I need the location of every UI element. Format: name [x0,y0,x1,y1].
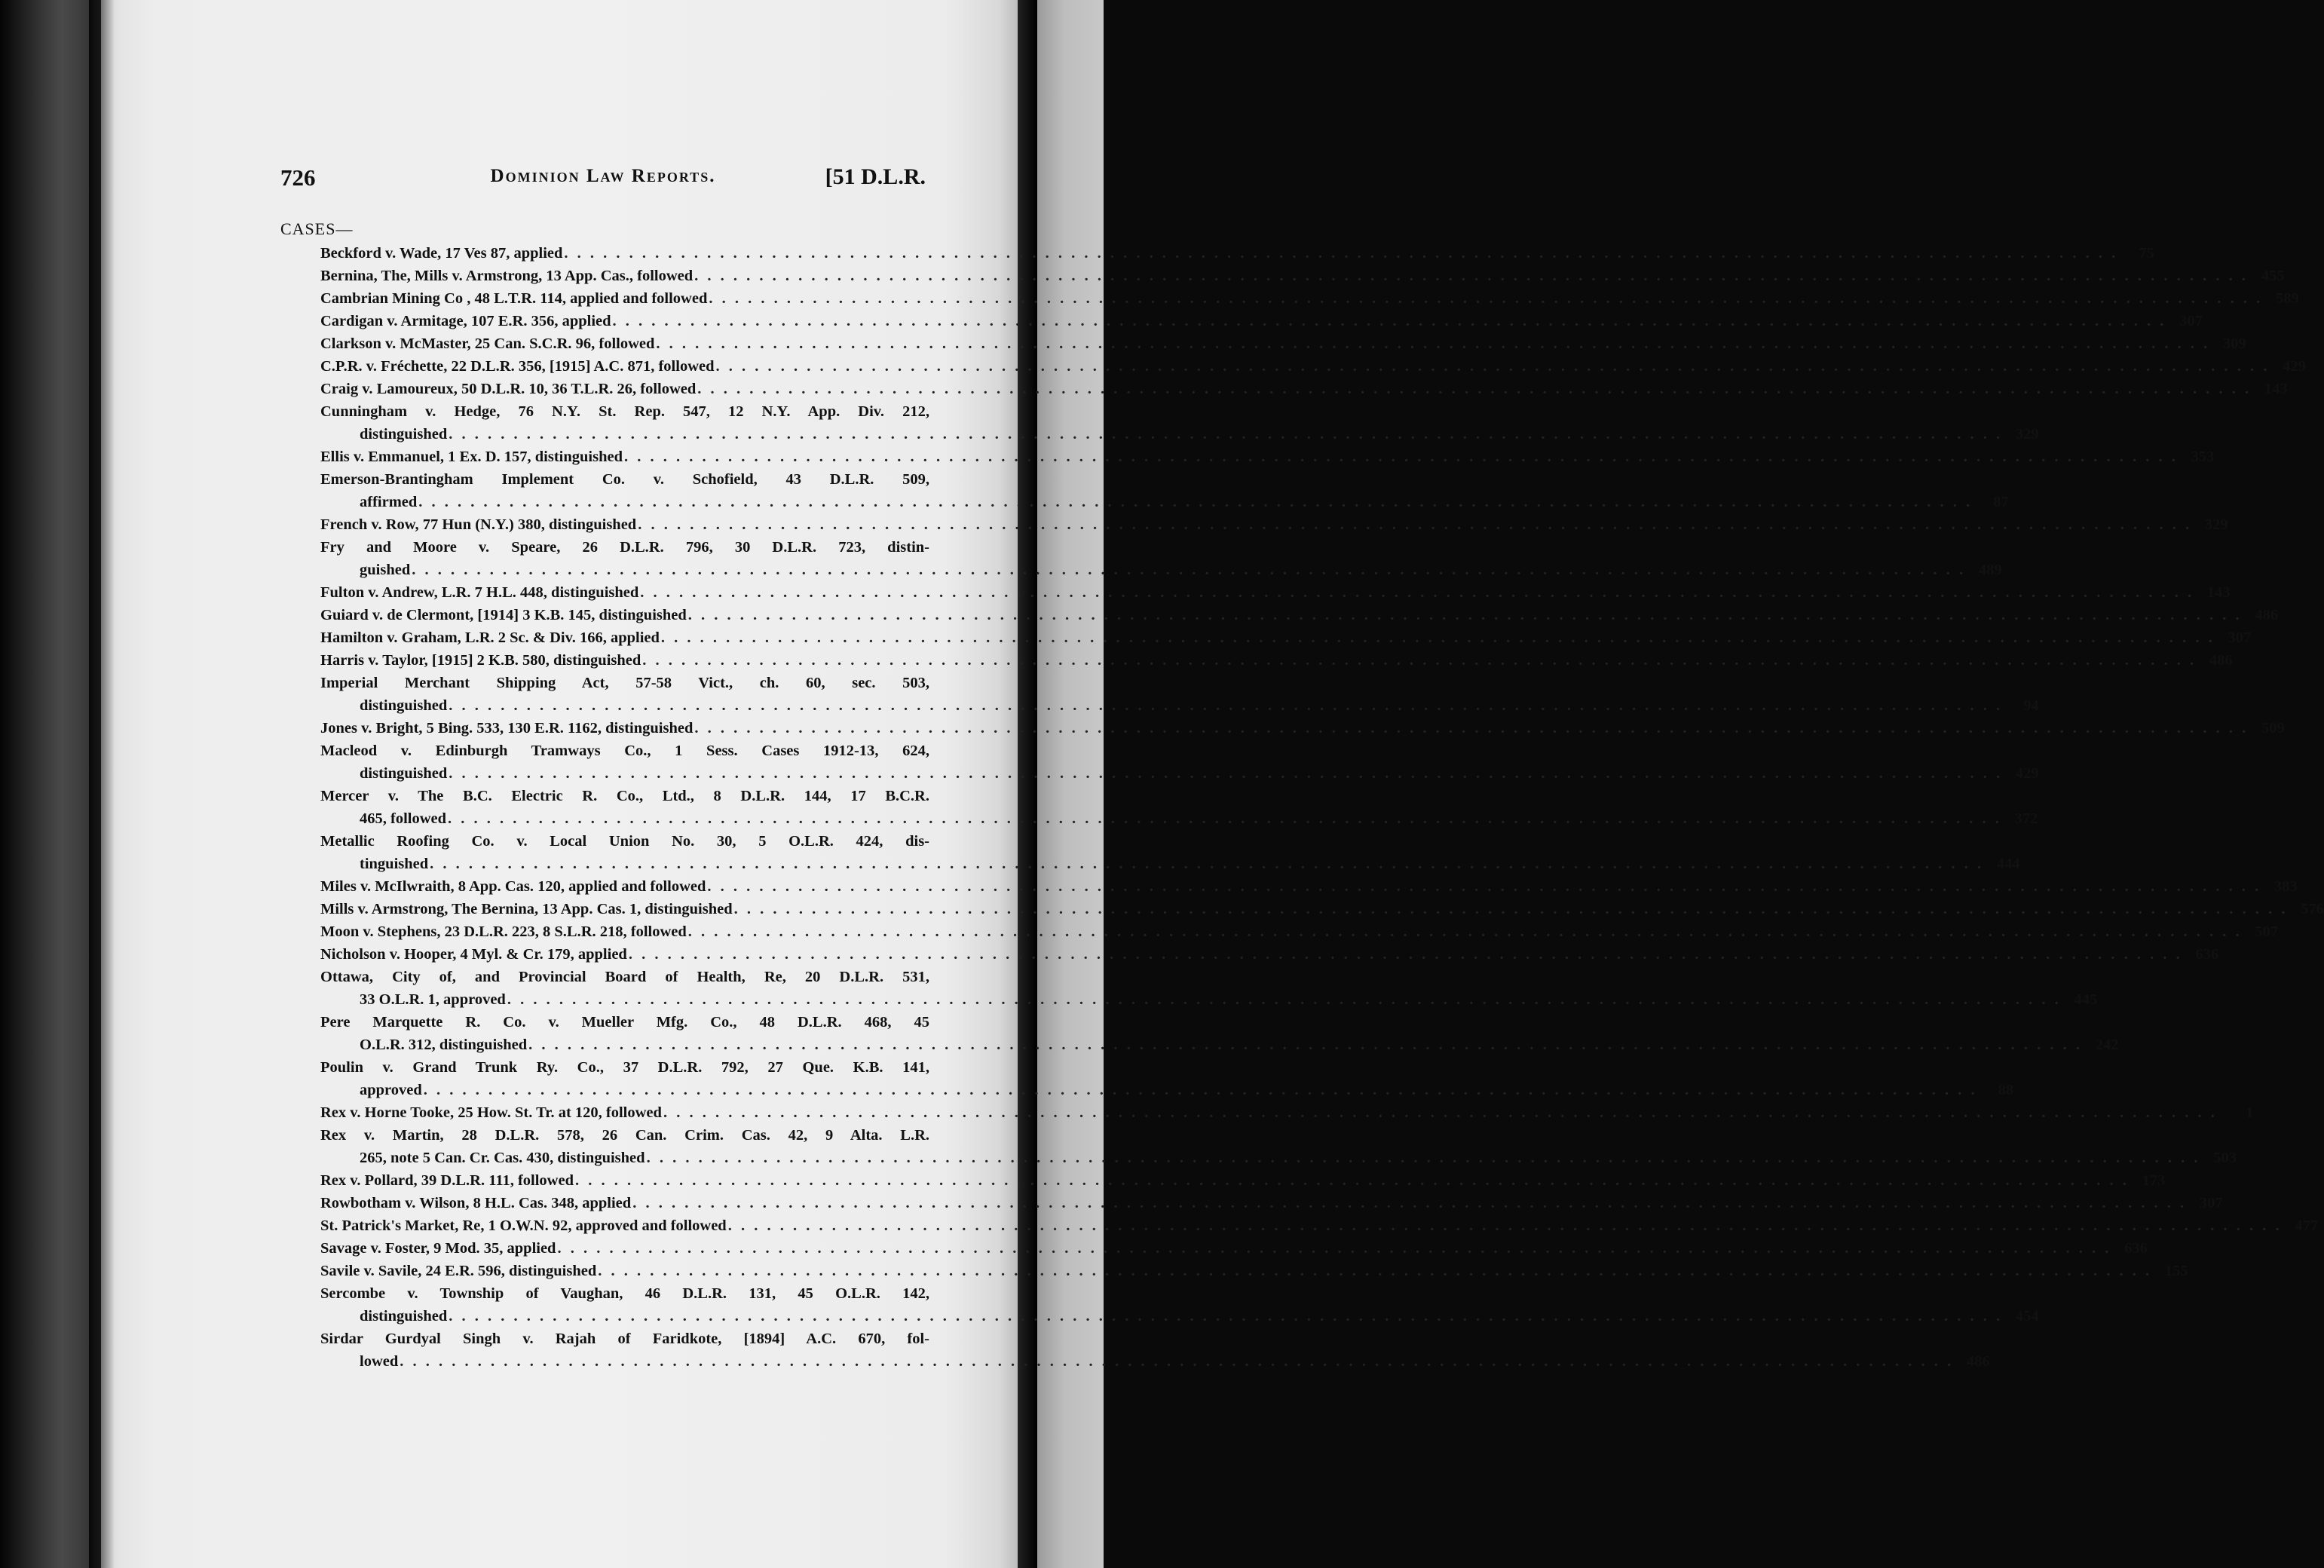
case-page-reference: 143 [2206,584,2231,601]
case-entry [320,468,2009,513]
dot-leader: . . . . . . . . . . . . . . . . . . . . . . . . . . . . . . . . . . . . . . . . . . . . . . . . . . . . . . . . . . . . . . . . . . . . . . . . . . . . . . . . . . . . . . . . . . . . . . . . . . . . . . . . . . . . . . . . . . . . . . . . [640,584,2194,601]
case-entry-final-line [320,920,2279,943]
case-entry [320,513,2228,536]
dot-leader: . . . . . . . . . . . . . . . . . . . . . . . . . . . . . . . . . . . . . . . . . . . . . . . . . . . . . . . . . . . . . . . . . . . . . . . . . . . . . . . . . . . . . . . . . . . . . . . . . . . . . . . . . . . . . . . . . . . . . . . . [449,697,2003,714]
case-entry-final-line [320,1147,2237,1169]
dot-leader: . . . . . . . . . . . . . . . . . . . . . . . . . . . . . . . . . . . . . . . . . . . . . . . . . . . . . . . . . . . . . . . . . . . . . . . . . . . . . . . . . . . . . . . . . . . . . . . . . . . . . . . . . . . . . . . . . . . . . . . . [449,1308,2003,1325]
case-entry [320,1328,1990,1373]
case-entry-final-line [320,1034,2119,1056]
case-citation-text: distinguished [360,765,448,782]
case-entry [320,1124,2237,1169]
case-page-reference: 329 [2015,426,2039,443]
case-entry-final-line [320,1237,2148,1260]
case-page-reference: 1 [2246,1104,2254,1121]
case-page-reference: 75 [2139,245,2154,262]
case-entry-line: Poulin v. Grand Trunk Ry. Co., 37 D.L.R. 792, 27 Que. K.B. 141, [320,1059,929,1076]
case-entry [320,581,2231,604]
case-citation-text: 465, followed [360,810,447,827]
case-entry-final-line [320,1101,2254,1124]
case-citation-text: French v. Row, 77 Hun (N.Y.) 380, distinguished [320,516,637,533]
case-entry-line: Cunningham v. Hedge, 76 N.Y. St. Rep. 547, 12 N.Y. App. Div. 212, [320,403,929,420]
page-number: 726 [280,164,316,191]
case-page-reference: 307 [2199,1195,2223,1211]
case-entry-line: Macleod v. Edinburgh Tramways Co., 1 Sess. Cases 1912-13, 624, [320,743,929,759]
case-page-reference: 307 [2228,629,2252,646]
case-entry-final-line [320,604,2279,626]
case-entry-final-line [320,287,2299,310]
case-entry [320,875,2298,898]
case-page-reference: 489 [1978,562,2002,578]
case-page-reference: 143 [2264,381,2288,397]
dot-leader: . . . . . . . . . . . . . . . . . . . . . . . . . . . . . . . . . . . . . . . . . . . . . . . . . . . . . . . . . . . . . . . . . . . . . . . . . . . . . . . . . . . . . . . . . . . . . . . . . . . . . . . . . . . . . . . . . . . . . . . . [646,1150,2200,1166]
case-citation-text: Cambrian Mining Co , 48 L.T.R. 114, applied and followed [320,290,708,307]
case-entry [320,287,2299,310]
dot-leader: . . . . . . . . . . . . . . . . . . . . . . . . . . . . . . . . . . . . . . . . . . . . . . . . . . . . . . . . . . . . . . . . . . . . . . . . . . . . . . . . . . . . . . . . . . . . . . . . . . . . . . . . . . . . . . . . . . . . . . . . [423,1082,1978,1098]
case-entry-final-line [320,717,2285,740]
dot-leader: . . . . . . . . . . . . . . . . . . . . . . . . . . . . . . . . . . . . . . . . . . . . . . . . . . . . . . . . . . . . . . . . . . . . . . . . . . . . . . . . . . . . . . . . . . . . . . . . . . . . . . . . . . . . . . . . . . . . . . . . [623,449,2179,465]
case-entry-final-line [320,694,2039,717]
dot-leader: . . . . . . . . . . . . . . . . . . . . . . . . . . . . . . . . . . . . . . . . . . . . . . . . . . . . . . . . . . . . . . . . . . . . . . . . . . . . . . . . . . . . . . . . . . . . . . . . . . . . . . . . . . . . . . . . . . . . . . . . [412,562,1966,578]
case-page-reference: 429 [2283,358,2306,375]
case-citation-text: Savile v. Savile, 24 E.R. 596, distinguished [320,1263,597,1279]
case-entry [320,1214,2319,1237]
dot-leader: . . . . . . . . . . . . . . . . . . . . . . . . . . . . . . . . . . . . . . . . . . . . . . . . . . . . . . . . . . . . . . . . . . . . . . . . . . . . . . . . . . . . . . . . . . . . . . . . . . . . . . . . . . . . . . . . . . . . . . . . [656,335,2210,352]
case-page-reference: 173 [2142,1172,2166,1189]
dot-leader: . . . . . . . . . . . . . . . . . . . . . . . . . . . . . . . . . . . . . . . . . . . . . . . . . . . . . . . . . . . . . . . . . . . . . . . . . . . . . . . . . . . . . . . . . . . . . . . . . . . . . . . . . . . . . . . . . . . . . . . . [663,1104,2218,1121]
section-heading: CASES— [280,219,354,238]
case-citation-text: Mills v. Armstrong, The Bernina, 13 App. Cas. 1, distinguished [320,901,733,917]
case-entry-final-line [320,1079,2014,1101]
case-entry [320,1282,2039,1328]
dot-leader: . . . . . . . . . . . . . . . . . . . . . . . . . . . . . . . . . . . . . . . . . . . . . . . . . . . . . . . . . . . . . . . . . . . . . . . . . . . . . . . . . . . . . . . . . . . . . . . . . . . . . . . . . . . . . . . . . . . . . . . . [564,245,2118,262]
case-page-reference: 503 [2213,1150,2237,1166]
case-page-reference: 477 [2295,1217,2319,1234]
case-entry [320,1237,2148,1260]
case-entry-final-line [320,242,2154,265]
case-entry [320,536,2002,581]
case-citation-text: St. Patrick's Market, Re, 1 O.W.N. 92, approved and followed [320,1217,727,1234]
dot-leader: . . . . . . . . . . . . . . . . . . . . . . . . . . . . . . . . . . . . . . . . . . . . . . . . . . . . . . . . . . . . . . . . . . . . . . . . . . . . . . . . . . . . . . . . . . . . . . . . . . . . . . . . . . . . . . . . . . . . . . . . [632,1195,2187,1211]
case-entry [320,920,2279,943]
case-page-reference: 88 [1998,1082,2014,1098]
case-page-reference: 429 [2015,765,2039,782]
case-page-reference: 589 [2275,290,2299,307]
case-entry-final-line [320,1192,2223,1214]
case-citation-text: 33 O.L.R. 1, approved [360,991,506,1008]
case-entry [320,626,2252,649]
case-entry [320,1260,2188,1282]
dot-leader: . . . . . . . . . . . . . . . . . . . . . . . . . . . . . . . . . . . . . . . . . . . . . . . . . . . . . . . . . . . . . . . . . . . . . . . . . . . . . . . . . . . . . . . . . . . . . . . . . . . . . . . . . . . . . . . . . . . . . . . . [612,313,2166,329]
dot-leader: . . . . . . . . . . . . . . . . . . . . . . . . . . . . . . . . . . . . . . . . . . . . . . . . . . . . . . . . . . . . . . . . . . . . . . . . . . . . . . . . . . . . . . . . . . . . . . . . . . . . . . . . . . . . . . . . . . . . . . . . [687,923,2243,940]
dot-leader: . . . . . . . . . . . . . . . . . . . . . . . . . . . . . . . . . . . . . . . . . . . . . . . . . . . . . . . . . . . . . . . . . . . . . . . . . . . . . . . . . . . . . . . . . . . . . . . . . . . . . . . . . . . . . . . . . . . . . . . . [400,1353,1954,1370]
case-page-reference: 636 [2195,946,2219,963]
running-header [280,164,926,194]
case-citation-text: tinguished [360,856,429,872]
case-citation-text: O.L.R. 312, distinguished [360,1037,528,1053]
case-entry-final-line [320,1260,2188,1282]
case-index-list [320,242,2324,1373]
case-entry-final-line [320,853,2020,875]
case-entry-final-line [320,807,2038,830]
case-entry-line: Mercer v. The B.C. Electric R. Co., Ltd., 8 D.L.R. 144, 17 B.C.R. [320,788,929,804]
dot-leader: . . . . . . . . . . . . . . . . . . . . . . . . . . . . . . . . . . . . . . . . . . . . . . . . . . . . . . . . . . . . . . . . . . . . . . . . . . . . . . . . . . . . . . . . . . . . . . . . . . . . . . . . . . . . . . . . . . . . . . . . [598,1263,2152,1279]
case-page-reference: 242 [2095,1037,2119,1053]
case-citation-text: distinguished [360,1308,448,1325]
case-entry-line: Imperial Merchant Shipping Act, 57-58 Vict., ch. 60, sec. 503, [320,675,929,691]
case-entry [320,1056,2014,1101]
case-citation-text: Harris v. Taylor, [1915] 2 K.B. 580, distinguished [320,652,641,669]
case-entry-final-line [320,559,2002,581]
case-citation-text: Fulton v. Andrew, L.R. 7 H.L. 448, distinguished [320,584,639,601]
case-entry [320,604,2279,626]
case-entry-final-line [320,581,2231,604]
case-entry [320,446,2215,468]
case-entry-line: Sirdar Gurdyal Singh v. Rajah of Faridkote, [1894] A.C. 670, fol- [320,1331,929,1347]
publication-title: Dominion Law Reports. [490,166,716,186]
case-entry [320,943,2219,966]
dot-leader: . . . . . . . . . . . . . . . . . . . . . . . . . . . . . . . . . . . . . . . . . . . . . . . . . . . . . . . . . . . . . . . . . . . . . . . . . . . . . . . . . . . . . . . . . . . . . . . . . . . . . . . . . . . . . . . . . . . . . . . . [715,358,2270,375]
case-citation-text: affirmed [360,494,418,510]
dot-leader: . . . . . . . . . . . . . . . . . . . . . . . . . . . . . . . . . . . . . . . . . . . . . . . . . . . . . . . . . . . . . . . . . . . . . . . . . . . . . . . . . . . . . . . . . . . . . . . . . . . . . . . . . . . . . . . . . . . . . . . . [430,856,1984,872]
case-entry-final-line [320,332,2246,355]
case-entry [320,310,2203,332]
case-entry [320,242,2154,265]
case-entry [320,332,2246,355]
dot-leader: . . . . . . . . . . . . . . . . . . . . . . . . . . . . . . . . . . . . . . . . . . . . . . . . . . . . . . . . . . . . . . . . . . . . . . . . . . . . . . . . . . . . . . . . . . . . . . . . . . . . . . . . . . . . . . . . . . . . . . . . [528,1037,2083,1053]
case-page-reference: 307 [2179,313,2203,329]
case-entry-line: Emerson-Brantingham Implement Co. v. Schofield, 43 D.L.R. 509, [320,471,929,488]
case-entry [320,830,2020,875]
case-citation-text: Moon v. Stephens, 23 D.L.R. 223, 8 S.L.R. 218, followed [320,923,687,940]
case-entry-final-line [320,423,2039,446]
case-entry-final-line [320,898,2324,920]
case-citation-text: Rowbotham v. Wilson, 8 H.L. Cas. 348, applied [320,1195,632,1211]
case-entry-final-line [320,875,2298,898]
case-citation-text: Rex v. Pollard, 39 D.L.R. 111, followed [320,1172,574,1189]
case-page-reference: 576 [2301,901,2324,917]
case-entry [320,898,2324,920]
case-entry-final-line [320,355,2306,378]
case-entry-final-line [320,446,2215,468]
case-page-reference: 94 [2023,697,2039,714]
case-entry-final-line [320,513,2228,536]
case-citation-text: guished [360,562,411,578]
case-entry [320,1169,2166,1192]
case-entry-final-line [320,265,2285,287]
dot-leader: . . . . . . . . . . . . . . . . . . . . . . . . . . . . . . . . . . . . . . . . . . . . . . . . . . . . . . . . . . . . . . . . . . . . . . . . . . . . . . . . . . . . . . . . . . . . . . . . . . . . . . . . . . . . . . . . . . . . . . . . [642,652,2197,669]
case-page-reference: 486 [1966,1353,1990,1370]
case-citation-text: Miles v. McIlwraith, 8 App. Cas. 120, applied and followed [320,878,706,895]
case-citation-text: Nicholson v. Hooper, 4 Myl. & Cr. 179, applied [320,946,627,963]
case-citation-text: Jones v. Bright, 5 Bing. 533, 130 E.R. 1162, distinguished [320,720,694,737]
case-entry [320,1192,2223,1214]
case-entry-final-line [320,1305,2039,1328]
dot-leader: . . . . . . . . . . . . . . . . . . . . . . . . . . . . . . . . . . . . . . . . . . . . . . . . . . . . . . . . . . . . . . . . . . . . . . . . . . . . . . . . . . . . . . . . . . . . . . . . . . . . . . . . . . . . . . . . . . . . . . . . [557,1240,2111,1257]
case-entry-line: Pere Marquette R. Co. v. Mueller Mfg. Co., 48 D.L.R. 468, 45 [320,1014,929,1031]
gutter-shadow [89,0,115,1568]
case-entry-final-line [320,378,2288,400]
volume-reference: [51 D.L.R. [825,164,926,189]
case-citation-text: Guiard v. de Clermont, [1914] 3 K.B. 145, distinguished [320,607,687,623]
case-entry-line: Ottawa, City of, and Provincial Board of Health, Re, 20 D.L.R. 531, [320,969,929,985]
case-citation-text: C.P.R. v. Fréchette, 22 D.L.R. 356, [1915] A.C. 871, followed [320,358,715,375]
case-entry [320,1011,2119,1056]
case-page-reference: 329 [2204,516,2228,533]
case-page-reference: 309 [2223,335,2246,352]
case-entry-final-line [320,1350,1990,1373]
case-citation-text: Hamilton v. Graham, L.R. 2 Sc. & Div. 166, applied [320,629,660,646]
case-citation-text: Cardigan v. Armitage, 107 E.R. 356, applied [320,313,611,329]
case-page-reference: 87 [1993,494,2009,510]
dot-leader: . . . . . . . . . . . . . . . . . . . . . . . . . . . . . . . . . . . . . . . . . . . . . . . . . . . . . . . . . . . . . . . . . . . . . . . . . . . . . . . . . . . . . . . . . . . . . . . . . . . . . . . . . . . . . . . . . . . . . . . . [687,607,2243,623]
case-entry [320,672,2039,717]
dot-leader: . . . . . . . . . . . . . . . . . . . . . . . . . . . . . . . . . . . . . . . . . . . . . . . . . . . . . . . . . . . . . . . . . . . . . . . . . . . . . . . . . . . . . . . . . . . . . . . . . . . . . . . . . . . . . . . . . . . . . . . . [727,1217,2283,1234]
dot-leader: . . . . . . . . . . . . . . . . . . . . . . . . . . . . . . . . . . . . . . . . . . . . . . . . . . . . . . . . . . . . . . . . . . . . . . . . . . . . . . . . . . . . . . . . . . . . . . . . . . . . . . . . . . . . . . . . . . . . . . . . [638,516,2192,533]
case-entry-final-line [320,1214,2319,1237]
case-entry-line: Sercombe v. Township of Vaughan, 46 D.L.R. 131, 45 O.L.R. 142, [320,1285,929,1302]
case-page-reference: 445 [2074,991,2098,1008]
dot-leader: . . . . . . . . . . . . . . . . . . . . . . . . . . . . . . . . . . . . . . . . . . . . . . . . . . . . . . . . . . . . . . . . . . . . . . . . . . . . . . . . . . . . . . . . . . . . . . . . . . . . . . . . . . . . . . . . . . . . . . . . [709,290,2263,307]
dot-leader: . . . . . . . . . . . . . . . . . . . . . . . . . . . . . . . . . . . . . . . . . . . . . . . . . . . . . . . . . . . . . . . . . . . . . . . . . . . . . . . . . . . . . . . . . . . . . . . . . . . . . . . . . . . . . . . . . . . . . . . . [449,426,2003,443]
dot-leader: . . . . . . . . . . . . . . . . . . . . . . . . . . . . . . . . . . . . . . . . . . . . . . . . . . . . . . . . . . . . . . . . . . . . . . . . . . . . . . . . . . . . . . . . . . . . . . . . . . . . . . . . . . . . . . . . . . . . . . . . [628,946,2183,963]
case-entry [320,1101,2254,1124]
case-entry-final-line [320,1169,2166,1192]
dot-leader: . . . . . . . . . . . . . . . . . . . . . . . . . . . . . . . . . . . . . . . . . . . . . . . . . . . . . . . . . . . . . . . . . . . . . . . . . . . . . . . . . . . . . . . . . . . . . . . . . . . . . . . . . . . . . . . . . . . . . . . . [418,494,1973,510]
case-entry-final-line [320,762,2039,785]
dot-leader: . . . . . . . . . . . . . . . . . . . . . . . . . . . . . . . . . . . . . . . . . . . . . . . . . . . . . . . . . . . . . . . . . . . . . . . . . . . . . . . . . . . . . . . . . . . . . . . . . . . . . . . . . . . . . . . . . . . . . . . . [733,901,2288,917]
case-entry-line: Metallic Roofing Co. v. Local Union No. 30, 5 O.L.R. 424, dis- [320,833,929,850]
case-page-reference: 444 [1996,856,2020,872]
dot-leader: . . . . . . . . . . . . . . . . . . . . . . . . . . . . . . . . . . . . . . . . . . . . . . . . . . . . . . . . . . . . . . . . . . . . . . . . . . . . . . . . . . . . . . . . . . . . . . . . . . . . . . . . . . . . . . . . . . . . . . . . [707,878,2261,895]
case-page-reference: 353 [2191,449,2215,465]
case-entry-final-line [320,943,2219,966]
dot-leader: . . . . . . . . . . . . . . . . . . . . . . . . . . . . . . . . . . . . . . . . . . . . . . . . . . . . . . . . . . . . . . . . . . . . . . . . . . . . . . . . . . . . . . . . . . . . . . . . . . . . . . . . . . . . . . . . . . . . . . . . [574,1172,2130,1189]
dot-leader: . . . . . . . . . . . . . . . . . . . . . . . . . . . . . . . . . . . . . . . . . . . . . . . . . . . . . . . . . . . . . . . . . . . . . . . . . . . . . . . . . . . . . . . . . . . . . . . . . . . . . . . . . . . . . . . . . . . . . . . . [448,810,2002,827]
case-entry-final-line [320,310,2203,332]
case-entry-final-line [320,491,2009,513]
case-entry [320,649,2233,672]
case-citation-text: Savage v. Foster, 9 Mod. 35, applied [320,1240,556,1257]
case-page-reference: 486 [2209,652,2233,669]
case-entry-line: Fry and Moore v. Speare, 26 D.L.R. 796, 30 D.L.R. 723, distin- [320,539,929,556]
case-citation-text: Craig v. Lamoureux, 50 D.L.R. 10, 36 T.L.R. 26, followed [320,381,697,397]
case-entry [320,740,2039,785]
case-citation-text: Bernina, The, Mills v. Armstrong, 13 App. Cas., followed [320,268,694,284]
case-entry-final-line [320,988,2098,1011]
case-citation-text: lowed [360,1353,399,1370]
case-citation-text: distinguished [360,426,448,443]
case-entry [320,717,2285,740]
dot-leader: . . . . . . . . . . . . . . . . . . . . . . . . . . . . . . . . . . . . . . . . . . . . . . . . . . . . . . . . . . . . . . . . . . . . . . . . . . . . . . . . . . . . . . . . . . . . . . . . . . . . . . . . . . . . . . . . . . . . . . . . [694,268,2249,284]
dot-leader: . . . . . . . . . . . . . . . . . . . . . . . . . . . . . . . . . . . . . . . . . . . . . . . . . . . . . . . . . . . . . . . . . . . . . . . . . . . . . . . . . . . . . . . . . . . . . . . . . . . . . . . . . . . . . . . . . . . . . . . . [449,765,2003,782]
case-page-reference: 372 [2014,810,2038,827]
case-entry-final-line [320,626,2252,649]
case-page-reference: 455 [2261,268,2285,284]
dot-leader: . . . . . . . . . . . . . . . . . . . . . . . . . . . . . . . . . . . . . . . . . . . . . . . . . . . . . . . . . . . . . . . . . . . . . . . . . . . . . . . . . . . . . . . . . . . . . . . . . . . . . . . . . . . . . . . . . . . . . . . . [694,720,2249,737]
case-page-reference: 636 [2124,1240,2148,1257]
case-citation-text: Beckford v. Wade, 17 Ves 87, applied [320,245,563,262]
case-page-reference: 155 [2164,1263,2188,1279]
case-citation-text: 265, note 5 Can. Cr. Cas. 430, distinguished [360,1150,645,1166]
case-page-reference: 383 [2274,878,2298,895]
case-entry-final-line [320,649,2233,672]
case-entry-line: Rex v. Martin, 28 D.L.R. 578, 26 Can. Crim. Cas. 42, 9 Alta. L.R. [320,1127,929,1144]
case-entry [320,966,2098,1011]
case-entry [320,265,2285,287]
case-page-reference: 507 [2255,923,2279,940]
case-entry [320,355,2306,378]
case-entry [320,785,2038,830]
case-entry [320,400,2039,446]
case-page-reference: 454 [2015,1308,2039,1325]
dot-leader: . . . . . . . . . . . . . . . . . . . . . . . . . . . . . . . . . . . . . . . . . . . . . . . . . . . . . . . . . . . . . . . . . . . . . . . . . . . . . . . . . . . . . . . . . . . . . . . . . . . . . . . . . . . . . . . . . . . . . . . . [660,629,2215,646]
case-page-reference: 486 [2255,607,2279,623]
dot-leader: . . . . . . . . . . . . . . . . . . . . . . . . . . . . . . . . . . . . . . . . . . . . . . . . . . . . . . . . . . . . . . . . . . . . . . . . . . . . . . . . . . . . . . . . . . . . . . . . . . . . . . . . . . . . . . . . . . . . . . . . [697,381,2252,397]
case-citation-text: Rex v. Horne Tooke, 25 How. St. Tr. at 120, followed [320,1104,662,1121]
case-citation-text: Ellis v. Emmanuel, 1 Ex. D. 157, distinguished [320,449,623,465]
case-citation-text: Clarkson v. McMaster, 25 Can. S.C.R. 96, followed [320,335,655,352]
case-citation-text: distinguished [360,697,448,714]
dot-leader: . . . . . . . . . . . . . . . . . . . . . . . . . . . . . . . . . . . . . . . . . . . . . . . . . . . . . . . . . . . . . . . . . . . . . . . . . . . . . . . . . . . . . . . . . . . . . . . . . . . . . . . . . . . . . . . . . . . . . . . . [507,991,2062,1008]
case-citation-text: approved [360,1082,422,1098]
case-page-reference: 509 [2261,720,2285,737]
case-entry [320,378,2288,400]
